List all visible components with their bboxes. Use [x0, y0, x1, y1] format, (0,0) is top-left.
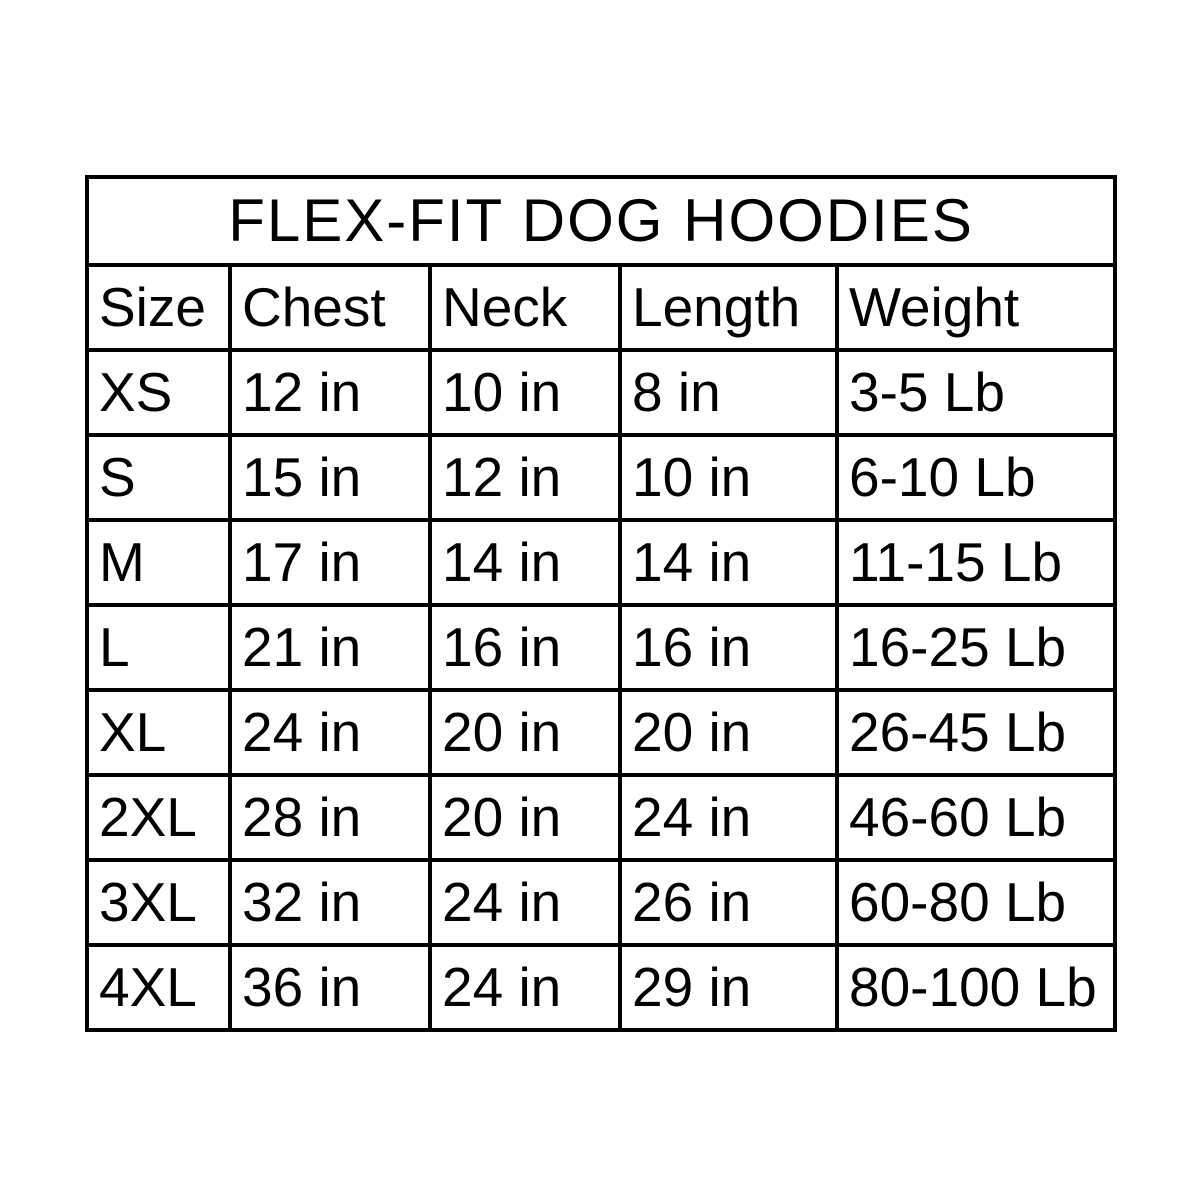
cell-weight: 46-60 Lb	[837, 775, 1115, 860]
table-row-4xl	[87, 945, 1115, 1030]
cell-size: L	[87, 605, 230, 690]
cell-weight: 16-25 Lb	[837, 605, 1115, 690]
cell-chest: 28 in	[230, 775, 430, 860]
cell-neck: 12 in	[430, 435, 620, 520]
cell-neck: 10 in	[430, 350, 620, 435]
table-row-l	[87, 605, 1115, 690]
cell-chest: 21 in	[230, 605, 430, 690]
cell-neck: 16 in	[430, 605, 620, 690]
cell-size: M	[87, 520, 230, 605]
column-header-weight: Weight	[837, 265, 1115, 350]
table-row-xl	[87, 690, 1115, 775]
cell-length: 29 in	[620, 945, 837, 1030]
cell-neck: 24 in	[430, 945, 620, 1030]
cell-neck: 20 in	[430, 690, 620, 775]
table-row-m	[87, 520, 1115, 605]
cell-neck: 20 in	[430, 775, 620, 860]
cell-size: 4XL	[87, 945, 230, 1030]
cell-weight: 3-5 Lb	[837, 350, 1115, 435]
cell-weight: 60-80 Lb	[837, 860, 1115, 945]
cell-weight: 11-15 Lb	[837, 520, 1115, 605]
cell-chest: 12 in	[230, 350, 430, 435]
cell-chest: 36 in	[230, 945, 430, 1030]
cell-weight: 80-100 Lb	[837, 945, 1115, 1030]
cell-length: 8 in	[620, 350, 837, 435]
cell-size: XL	[87, 690, 230, 775]
cell-length: 16 in	[620, 605, 837, 690]
cell-length: 20 in	[620, 690, 837, 775]
cell-chest: 17 in	[230, 520, 430, 605]
cell-size: XS	[87, 350, 230, 435]
table-row-s	[87, 435, 1115, 520]
cell-neck: 14 in	[430, 520, 620, 605]
cell-weight: 6-10 Lb	[837, 435, 1115, 520]
title-row	[87, 177, 1115, 265]
cell-length: 10 in	[620, 435, 837, 520]
size-chart-table	[85, 175, 1117, 1032]
size-chart-container	[85, 175, 1117, 1032]
cell-length: 24 in	[620, 775, 837, 860]
cell-weight: 26-45 Lb	[837, 690, 1115, 775]
table-row-2xl	[87, 775, 1115, 860]
cell-size: S	[87, 435, 230, 520]
cell-length: 26 in	[620, 860, 837, 945]
column-header-chest: Chest	[230, 265, 430, 350]
column-header-neck: Neck	[430, 265, 620, 350]
cell-neck: 24 in	[430, 860, 620, 945]
cell-chest: 15 in	[230, 435, 430, 520]
cell-chest: 24 in	[230, 690, 430, 775]
cell-length: 14 in	[620, 520, 837, 605]
column-header-size: Size	[87, 265, 230, 350]
cell-chest: 32 in	[230, 860, 430, 945]
table-row-3xl	[87, 860, 1115, 945]
chart-title: FLEX-FIT DOG HOODIES	[87, 177, 1115, 265]
cell-size: 3XL	[87, 860, 230, 945]
column-header-length: Length	[620, 265, 837, 350]
table-row-xs	[87, 350, 1115, 435]
cell-size: 2XL	[87, 775, 230, 860]
header-row	[87, 265, 1115, 350]
